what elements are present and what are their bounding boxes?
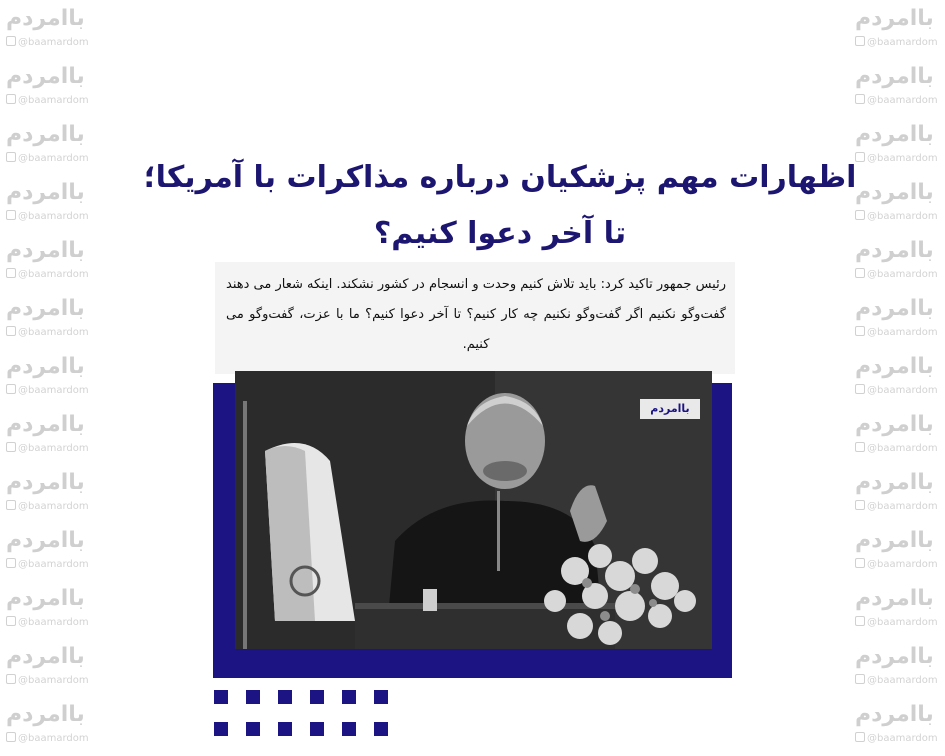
instagram-icon: [6, 152, 16, 162]
watermark-handle: @baamardom: [6, 268, 89, 280]
watermark-handle: @baamardom: [6, 674, 89, 686]
watermark-logo: باامردم: [6, 180, 85, 205]
instagram-icon: [6, 384, 16, 394]
decorative-dot: [310, 722, 324, 736]
watermark-item: [0, 116, 96, 174]
watermark-logo: باامردم: [6, 412, 85, 437]
watermark-item: [849, 580, 945, 638]
watermark-logo: باامردم: [855, 412, 934, 437]
watermark-item: [0, 696, 96, 754]
watermark-item: [849, 348, 945, 406]
watermark-handle: @baamardom: [855, 442, 938, 454]
watermark-handle: @baamardom: [6, 94, 89, 106]
watermark-handle: @baamardom: [855, 210, 938, 222]
watermark-logo: باامردم: [855, 528, 934, 553]
instagram-icon: [6, 674, 16, 684]
watermark-item: [0, 0, 96, 58]
watermark-item: [849, 464, 945, 522]
instagram-icon: [6, 36, 16, 46]
watermark-item: [0, 522, 96, 580]
watermark-item: [849, 232, 945, 290]
instagram-icon: [855, 500, 865, 510]
watermark-logo: باامردم: [6, 644, 85, 669]
watermark-handle: @baamardom: [855, 616, 938, 628]
watermark-item: [0, 348, 96, 406]
watermark-item: [849, 522, 945, 580]
decorative-dot: [214, 722, 228, 736]
watermark-handle: @baamardom: [855, 500, 938, 512]
decorative-dot: [246, 690, 260, 704]
watermark-item: [849, 406, 945, 464]
watermark-handle: @baamardom: [6, 210, 89, 222]
watermark-logo: باامردم: [855, 64, 934, 89]
watermark-logo: باامردم: [6, 354, 85, 379]
decorative-dot: [278, 690, 292, 704]
watermark-logo: باامردم: [6, 470, 85, 495]
watermark-item: [0, 174, 96, 232]
watermark-logo: باامردم: [855, 6, 934, 31]
instagram-icon: [6, 500, 16, 510]
watermark-handle: @baamardom: [855, 558, 938, 570]
watermark-handle: @baamardom: [855, 36, 938, 48]
watermark-item: [849, 696, 945, 754]
watermark-item: [849, 638, 945, 696]
decorative-dot: [278, 722, 292, 736]
instagram-icon: [6, 616, 16, 626]
lead-paragraph: رئیس جمهور تاکید کرد: باید تلاش کنیم وحدت و انسجام در کشور نشکند. اینکه شعار می دهند گفت‌وگو نکنیم اگر گفت‌وگو نکنیم چه کار کنیم؟ تا آخر دعوا کنیم؟ ما با عزت، گفت‌وگو می کنیم.: [226, 277, 726, 352]
watermark-handle: @baamardom: [6, 384, 89, 396]
decorative-dot: [374, 722, 388, 736]
watermark-handle: @baamardom: [6, 36, 89, 48]
decorative-dot: [246, 722, 260, 736]
watermark-item: [0, 638, 96, 696]
watermark-handle: @baamardom: [855, 384, 938, 396]
watermark-handle: @baamardom: [6, 152, 89, 164]
instagram-icon: [855, 442, 865, 452]
watermark-logo: باامردم: [855, 354, 934, 379]
watermark-item: [0, 580, 96, 638]
watermark-logo: باامردم: [6, 586, 85, 611]
instagram-icon: [6, 442, 16, 452]
watermark-logo: باامردم: [6, 528, 85, 553]
watermark-handle: @baamardom: [855, 268, 938, 280]
watermark-handle: @baamardom: [6, 442, 89, 454]
watermark-column-right: [849, 0, 945, 756]
watermark-handle: @baamardom: [855, 94, 938, 106]
instagram-icon: [6, 94, 16, 104]
watermark-logo: باامردم: [855, 470, 934, 495]
watermark-logo: باامردم: [855, 122, 934, 147]
watermark-item: [0, 58, 96, 116]
decorative-dot: [374, 690, 388, 704]
decorative-dot: [342, 690, 356, 704]
watermark-item: [0, 464, 96, 522]
headline-line-2: تا آخر دعوا کنیم؟: [373, 216, 627, 251]
watermark-logo: باامردم: [6, 122, 85, 147]
photo-logo-watermark: باامردم: [640, 399, 700, 419]
watermark-logo: باامردم: [855, 296, 934, 321]
watermark-item: [0, 232, 96, 290]
watermark-handle: @baamardom: [855, 674, 938, 686]
instagram-icon: [855, 674, 865, 684]
news-photo: [235, 371, 712, 649]
instagram-icon: [6, 268, 16, 278]
watermark-item: [849, 290, 945, 348]
watermark-logo: باامردم: [855, 180, 934, 205]
watermark-handle: @baamardom: [855, 732, 938, 744]
watermark-logo: باامردم: [6, 238, 85, 263]
instagram-icon: [855, 732, 865, 742]
instagram-icon: [6, 210, 16, 220]
watermark-logo: باامردم: [855, 702, 934, 727]
instagram-icon: [6, 732, 16, 742]
instagram-icon: [855, 326, 865, 336]
instagram-icon: [855, 268, 865, 278]
watermark-column-left: [0, 0, 96, 756]
instagram-icon: [855, 616, 865, 626]
watermark-logo: باامردم: [855, 644, 934, 669]
watermark-item: [849, 58, 945, 116]
watermark-handle: @baamardom: [6, 326, 89, 338]
watermark-logo: باامردم: [855, 238, 934, 263]
instagram-icon: [6, 558, 16, 568]
instagram-icon: [855, 384, 865, 394]
instagram-icon: [855, 558, 865, 568]
instagram-icon: [6, 326, 16, 336]
watermark-logo: باامردم: [6, 64, 85, 89]
watermark-handle: @baamardom: [6, 500, 89, 512]
watermark-logo: باامردم: [6, 6, 85, 31]
watermark-item: [849, 174, 945, 232]
watermark-handle: @baamardom: [855, 152, 938, 164]
watermark-logo: باامردم: [855, 586, 934, 611]
headline-line-1: اظهارات مهم پزشکیان درباره مذاکرات با آمریکا؛: [143, 160, 857, 195]
watermark-item: [849, 116, 945, 174]
watermark-item: [0, 290, 96, 348]
watermark-logo: باامردم: [6, 702, 85, 727]
decorative-dot: [342, 722, 356, 736]
watermark-handle: @baamardom: [6, 616, 89, 628]
watermark-item: [849, 0, 945, 58]
watermark-item: [0, 406, 96, 464]
instagram-icon: [855, 94, 865, 104]
watermark-handle: @baamardom: [6, 732, 89, 744]
instagram-icon: [855, 36, 865, 46]
watermark-handle: @baamardom: [855, 326, 938, 338]
headline: [140, 150, 860, 262]
decorative-dot: [310, 690, 324, 704]
decorative-dot: [214, 690, 228, 704]
watermark-logo: باامردم: [6, 296, 85, 321]
watermark-handle: @baamardom: [6, 558, 89, 570]
